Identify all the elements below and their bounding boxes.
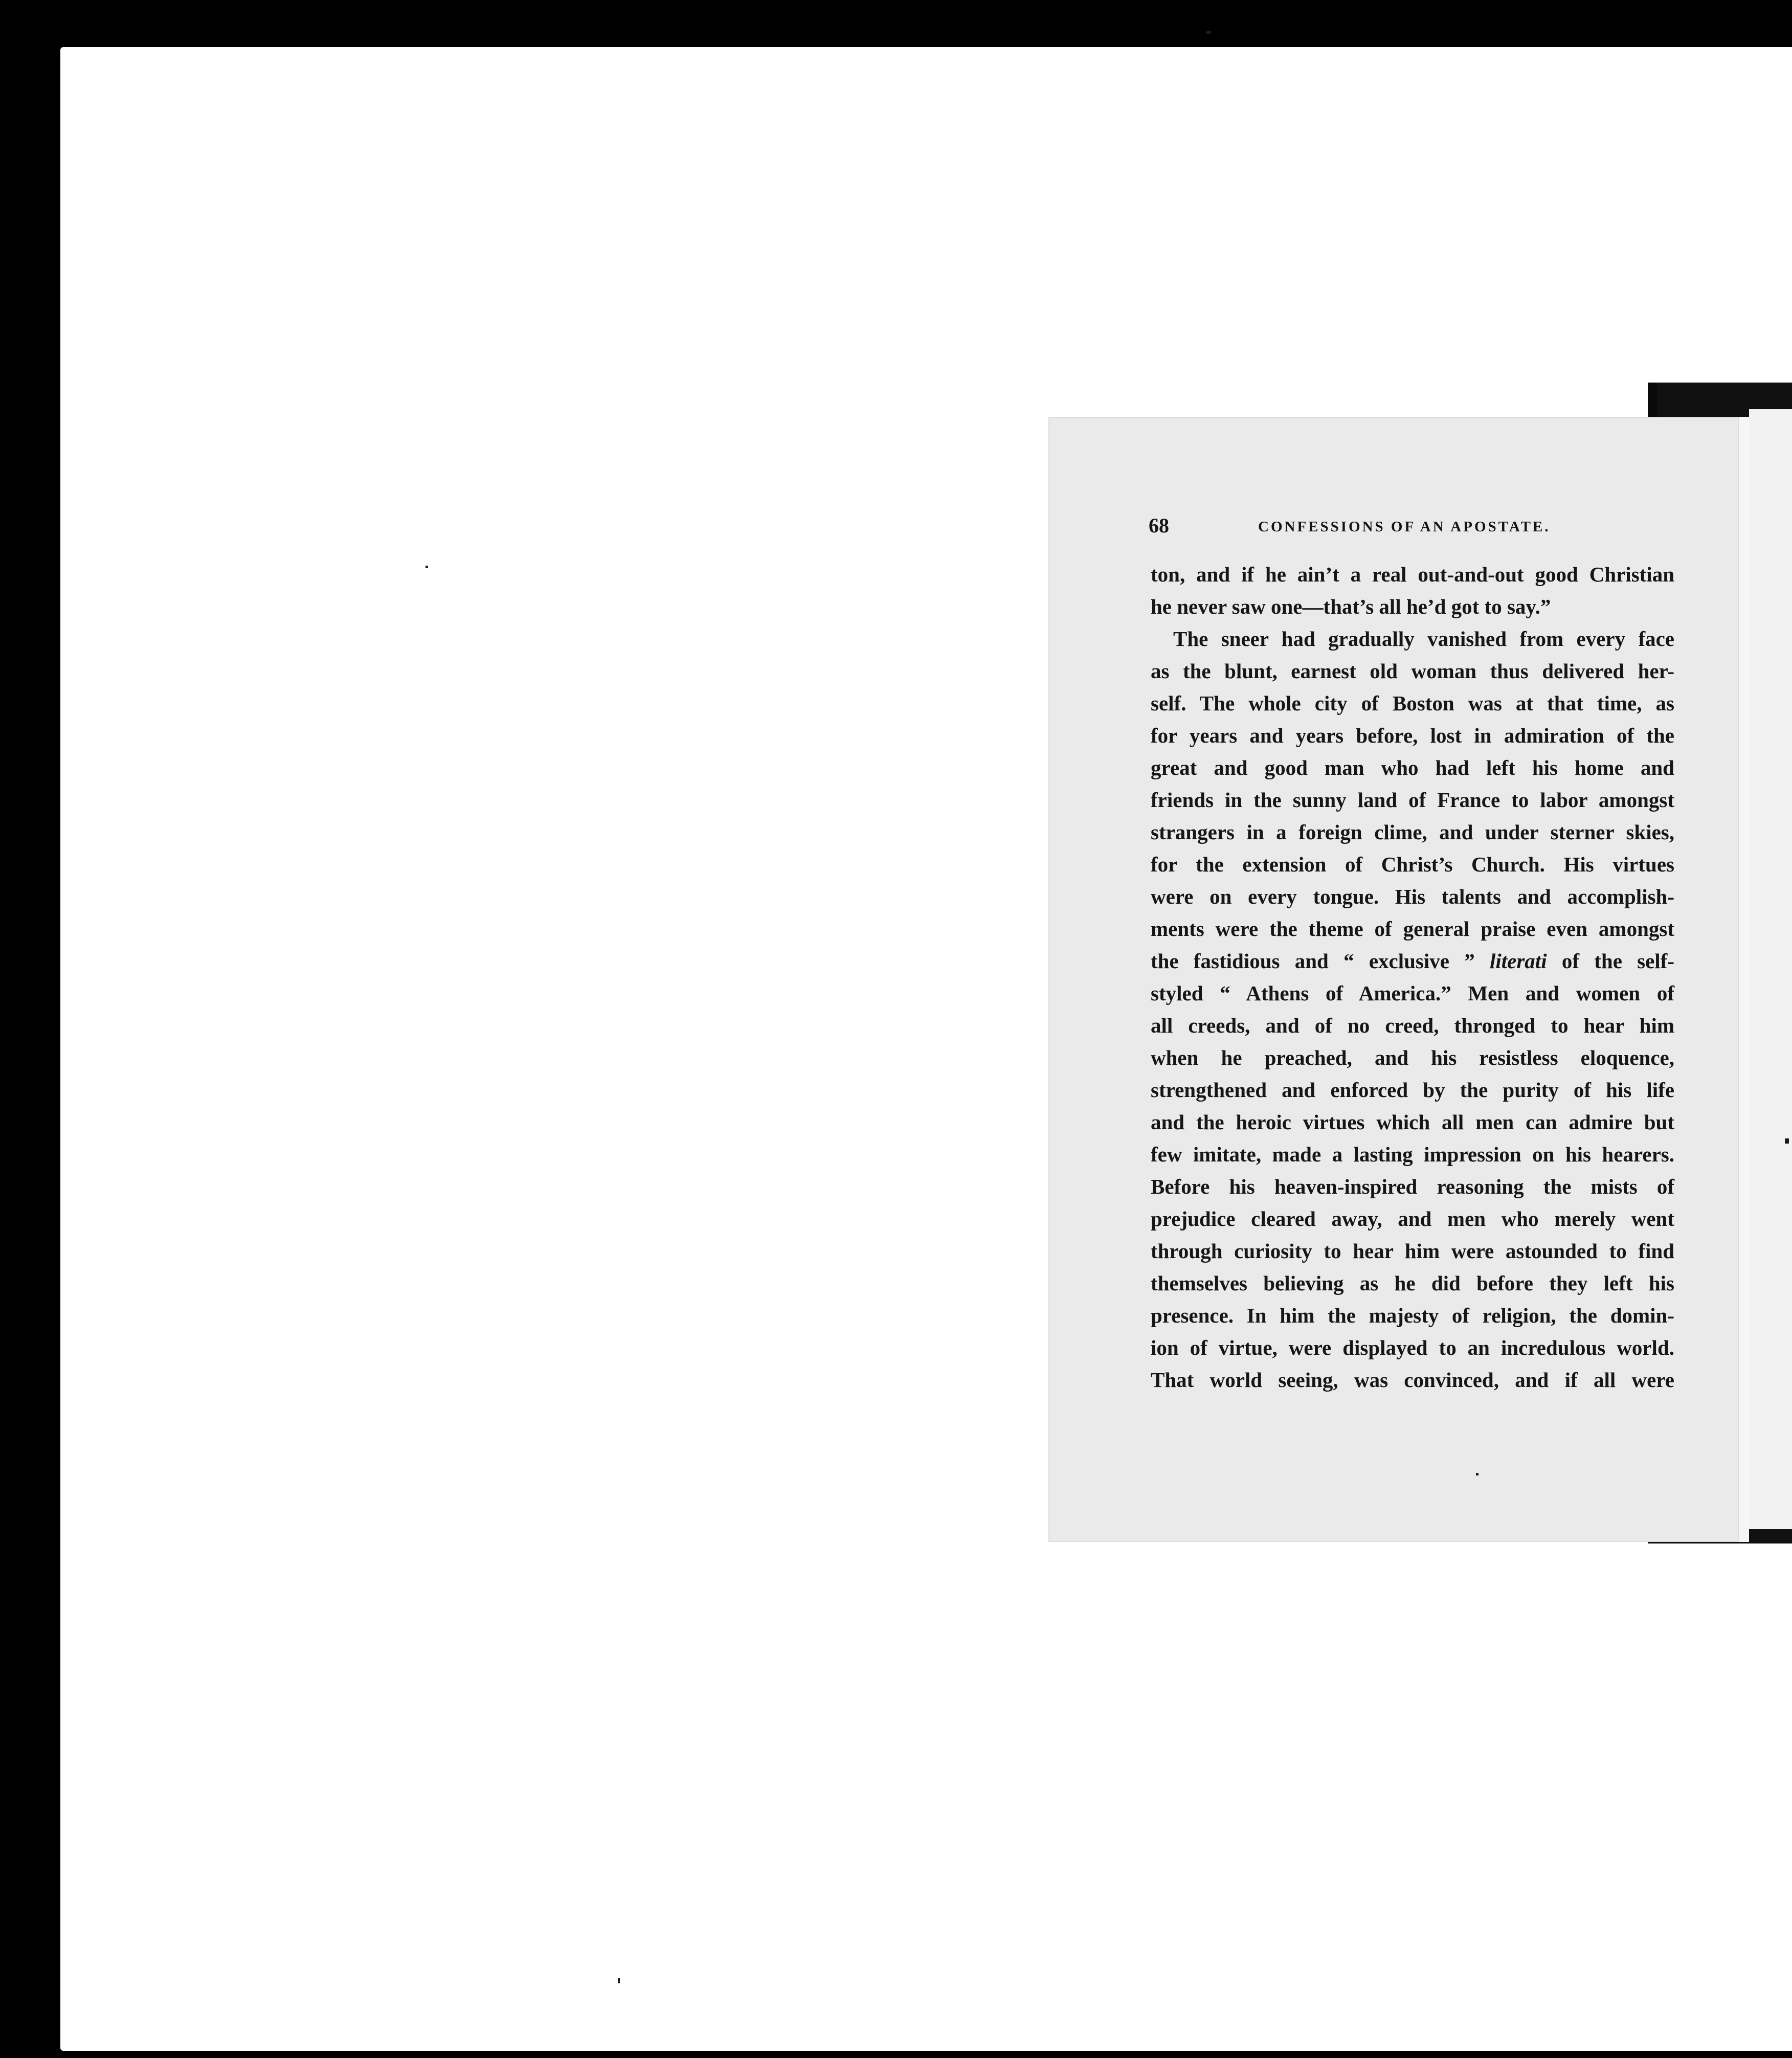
text-line-literati — [1151, 945, 1674, 977]
dust-speck — [1476, 1473, 1479, 1475]
text-line: for years and years before, lost in admiration of the — [1151, 724, 1674, 747]
paragraph-1 — [1151, 558, 1674, 623]
running-head-title: CONFESSIONS OF AN APOSTATE. — [1258, 519, 1551, 535]
text-line: few imitate, made a lasting impression on his hearers. — [1151, 1143, 1674, 1166]
text-fragment: the fastidious and “ exclusive ” — [1151, 949, 1490, 973]
text-line: great and good man who had left his home and — [1151, 756, 1674, 779]
dust-speck — [1206, 31, 1211, 34]
text-line: ion of virtue, were displayed to an incredulous world. — [1151, 1336, 1674, 1359]
paragraph-2 — [1151, 623, 1674, 1396]
text-line: themselves believing as he did before they left his — [1151, 1271, 1674, 1295]
text-line: The sneer had gradually vanished from every face — [1173, 627, 1674, 651]
text-line: strangers in a foreign clime, and under sterner skies, — [1151, 820, 1674, 844]
dust-speck — [618, 1978, 620, 1983]
text-line: styled “ Athens of America.” Men and women of — [1151, 981, 1674, 1005]
text-line: as the blunt, earnest old woman thus delivered her- — [1151, 659, 1674, 683]
binding-tab — [1648, 383, 1657, 418]
page-gutter — [1739, 417, 1749, 1542]
page-number: 68 — [1149, 514, 1169, 537]
dust-speck — [425, 566, 428, 568]
text-line: for the extension of Christ’s Church. His virtues — [1151, 853, 1674, 876]
text-line: he never saw one—that’s all he’d got to say.” — [1151, 595, 1551, 618]
text-line: That world seeing, was convinced, and if all were — [1151, 1368, 1674, 1392]
text-fragment: of the self- — [1547, 949, 1674, 973]
page-body-text — [1151, 558, 1674, 1396]
text-line: ton, and if he ain’t a real out-and-out good Christian — [1151, 563, 1674, 586]
text-line: Before his heaven-inspired reasoning the mists of — [1151, 1175, 1674, 1198]
text-line: self. The whole city of Boston was at that time, as — [1151, 691, 1674, 715]
text-line: were on every tongue. His talents and accomplish- — [1151, 885, 1674, 908]
text-line: friends in the sunny land of France to labor amongst — [1151, 788, 1674, 812]
text-line: and the heroic virtues which all men can admire but — [1151, 1110, 1674, 1134]
facing-page-edge — [1749, 409, 1792, 1529]
text-line: when he preached, and his resistless eloquence, — [1151, 1046, 1674, 1069]
text-line: through curiosity to hear him were astounded to find — [1151, 1239, 1674, 1263]
dust-speck — [1785, 1138, 1789, 1144]
text-line: prejudice cleared away, and men who merely went — [1151, 1207, 1674, 1231]
italic-word-literati: literati — [1489, 949, 1547, 973]
text-line: ments were the theme of general praise even amongst — [1151, 917, 1674, 941]
text-line: presence. In him the majesty of religion, the domin- — [1151, 1304, 1674, 1327]
text-line: all creeds, and of no creed, thronged to hear him — [1151, 1014, 1674, 1037]
text-line: strengthened and enforced by the purity of his life — [1151, 1078, 1674, 1102]
running-head — [1149, 512, 1673, 543]
